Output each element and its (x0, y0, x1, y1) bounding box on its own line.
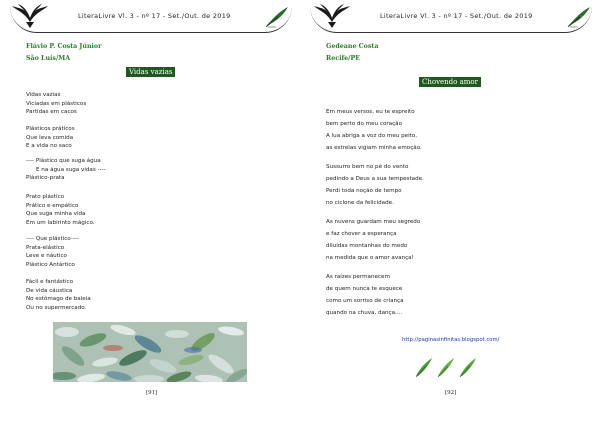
poem-line: quando na chuva, dança.... (326, 310, 403, 316)
poem-title: Chovendo amor (419, 77, 481, 87)
poem-line: pedindo a Deus a sua tempestade. (326, 176, 424, 182)
poem-line: de quem nunca te esquece (326, 286, 403, 292)
poem-line: na medida que o amor avança! (326, 255, 414, 261)
bird-icon (12, 4, 48, 28)
poem-line: As raízes permanecem (326, 274, 390, 280)
stanza (26, 278, 91, 312)
page-number: [91] (146, 390, 158, 396)
poem-line: Leve e náutico (26, 253, 67, 260)
poem-line: Prático e empático (26, 202, 79, 209)
stanza (326, 271, 404, 319)
poem-line: Que leva comida (26, 134, 74, 141)
author-city: Recife/PE (326, 55, 361, 62)
poem-line: A lua abriga a voz do meu peito, (326, 133, 418, 139)
poem-line: diluídas montanhas do medo (326, 243, 408, 249)
poem-line: Ou no supermercado. (26, 304, 87, 311)
poem-line: como um sorriso de criança (326, 298, 404, 304)
poem-line: Perdi toda noção de tempo (326, 188, 402, 194)
stanza (326, 106, 422, 154)
poem-line: Vidas vazias (26, 92, 61, 98)
header-text: LiteraLivre Vl. 3 - nº 17 - Set./Out. de 2019 (78, 12, 231, 20)
quill-icon (566, 6, 592, 28)
poem-line: bem perto do meu coração (326, 121, 403, 127)
poem-line: as estrelas vigiam minha emoção. (326, 145, 422, 151)
poem-line: no ciclone da felicidade. (326, 200, 394, 206)
author-name: Flávio P. Costa Júnior (26, 43, 102, 50)
stanza (326, 216, 420, 264)
quill-icon (264, 6, 290, 28)
stanza (26, 91, 86, 117)
poem-line: Viciadas em plásticos (26, 100, 87, 107)
poem-line: Prata-elástico (26, 244, 65, 251)
poem-line: Plástico-prata (26, 175, 65, 182)
poem-line: ---- Plástico que suga água (26, 158, 101, 164)
author-name: Gedeane Costa (326, 43, 379, 50)
poem-line: Partidas em cacos (26, 109, 77, 116)
author-city: São Luís/MA (26, 55, 71, 62)
stanza (26, 193, 95, 227)
poem-line: No estômago de baleia (26, 296, 91, 303)
stanza (26, 235, 79, 269)
poem-line: E na água suga vidas ---- (36, 166, 106, 173)
stanza (326, 161, 424, 209)
plastic-bottles-photo (53, 322, 247, 382)
feather-icon (414, 356, 478, 378)
poem-line: e faz chover a esperança (326, 231, 397, 237)
poem-line: Sussurro bem no pé do vento (326, 164, 409, 170)
poem-line: Plásticos práticos (26, 126, 75, 132)
page-number: [92] (445, 390, 457, 396)
poem-line: Que suga minha vida (26, 211, 86, 218)
poem-line: As nuvens guardam meu segredo (326, 219, 421, 225)
stanza (26, 125, 75, 151)
poem-line: Prato plástico (26, 194, 65, 200)
header-text: LiteraLivre Vl. 3 - nº 17 - Set./Out. de 2019 (380, 12, 533, 20)
poem-line: Fácil e fantástico (26, 279, 74, 285)
stanza (26, 157, 106, 183)
blog-link[interactable]: http://paginasinfinitas.blogspot.com/ (402, 337, 500, 343)
poem-line: De vida cáustica (26, 287, 73, 294)
poem-line: E a vida no saco (26, 143, 72, 150)
poem-line: ---- Que plástico---- (26, 236, 79, 242)
poem-title: Vidas vazias (126, 67, 175, 77)
poem-line: Em meus versos, eu te espreito (326, 109, 415, 115)
poem-line: Plástico Antártico (26, 261, 75, 268)
poem-line: Em um labirinto mágico. (26, 219, 95, 226)
bird-icon (314, 4, 350, 28)
